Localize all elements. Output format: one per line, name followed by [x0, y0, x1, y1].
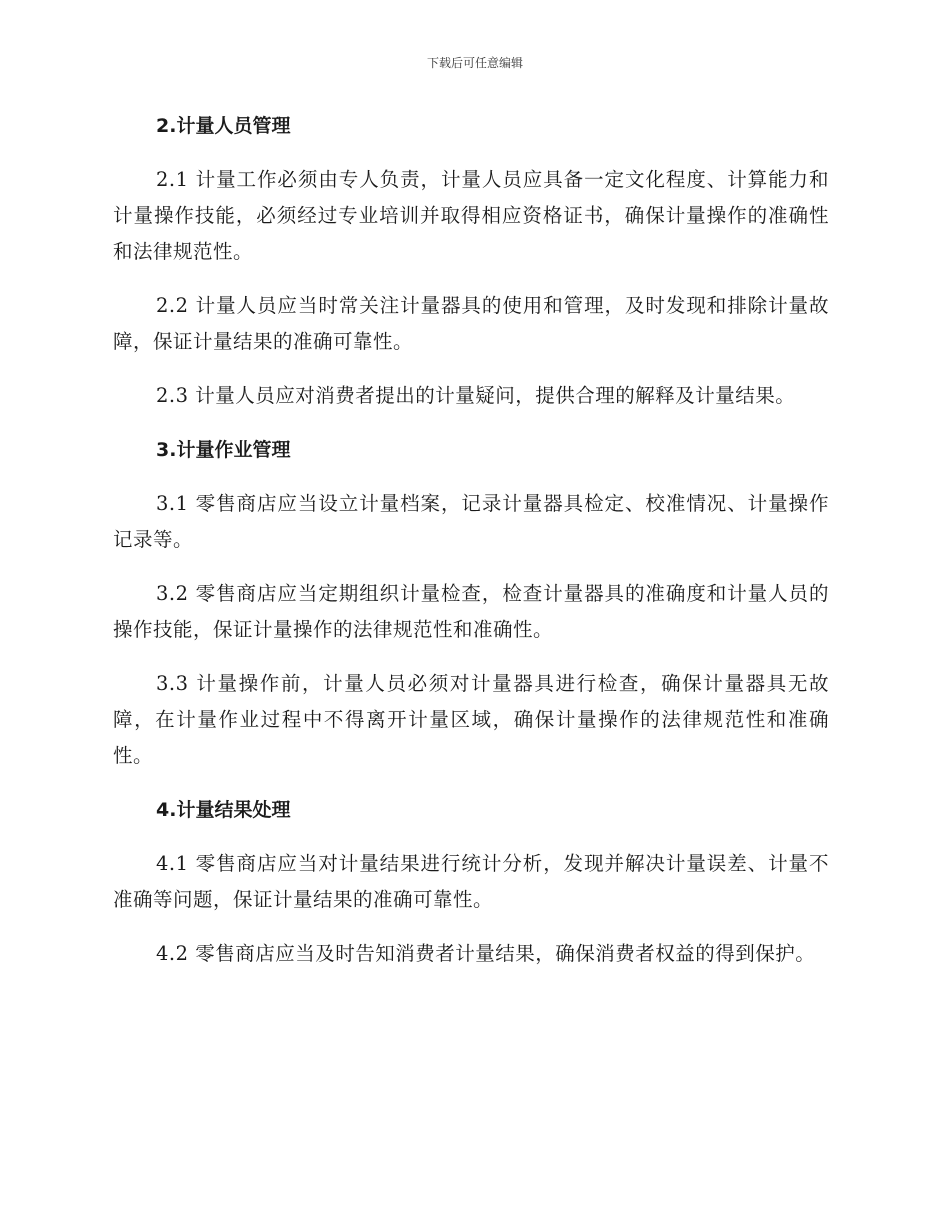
paragraph: 2.1 计量工作必须由专人负责，计量人员应具备一定文化程度、计算能力和计量操作技能，必须经过专业培训并取得相应资格证书，确保计量操作的准确性和法律规范性。 [113, 168, 829, 263]
page-header: 下载后可任意编辑 [426, 56, 523, 70]
section-3 [113, 432, 829, 774]
paragraph: 4.2 零售商店应当及时告知消费者计量结果，确保消费者权益的得到保护。 [156, 942, 816, 965]
document-body [113, 108, 829, 990]
section-4 [113, 792, 829, 972]
section-heading: 2.计量人员管理 [156, 115, 291, 137]
paragraph: 3.1 零售商店应当设立计量档案，记录计量器具检定、校准情况、计量操作记录等。 [113, 492, 829, 551]
paragraph: 2.3 计量人员应对消费者提出的计量疑问，提供合理的解释及计量结果。 [156, 384, 796, 407]
section-heading: 4.计量结果处理 [156, 799, 291, 821]
section-2 [113, 108, 829, 414]
paragraph: 3.2 零售商店应当定期组织计量检查，检查计量器具的准确度和计量人员的操作技能，保证计量操作的法律规范性和准确性。 [113, 582, 829, 641]
paragraph: 4.1 零售商店应当对计量结果进行统计分析，发现并解决计量误差、计量不准确等问题，保证计量结果的准确可靠性。 [113, 852, 829, 911]
paragraph: 2.2 计量人员应当时常关注计量器具的使用和管理，及时发现和排除计量故障，保证计量结果的准确可靠性。 [113, 294, 829, 353]
section-heading: 3.计量作业管理 [156, 439, 291, 461]
paragraph: 3.3 计量操作前，计量人员必须对计量器具进行检查，确保计量器具无故障，在计量作业过程中不得离开计量区域，确保计量操作的法律规范性和准确性。 [113, 672, 829, 767]
